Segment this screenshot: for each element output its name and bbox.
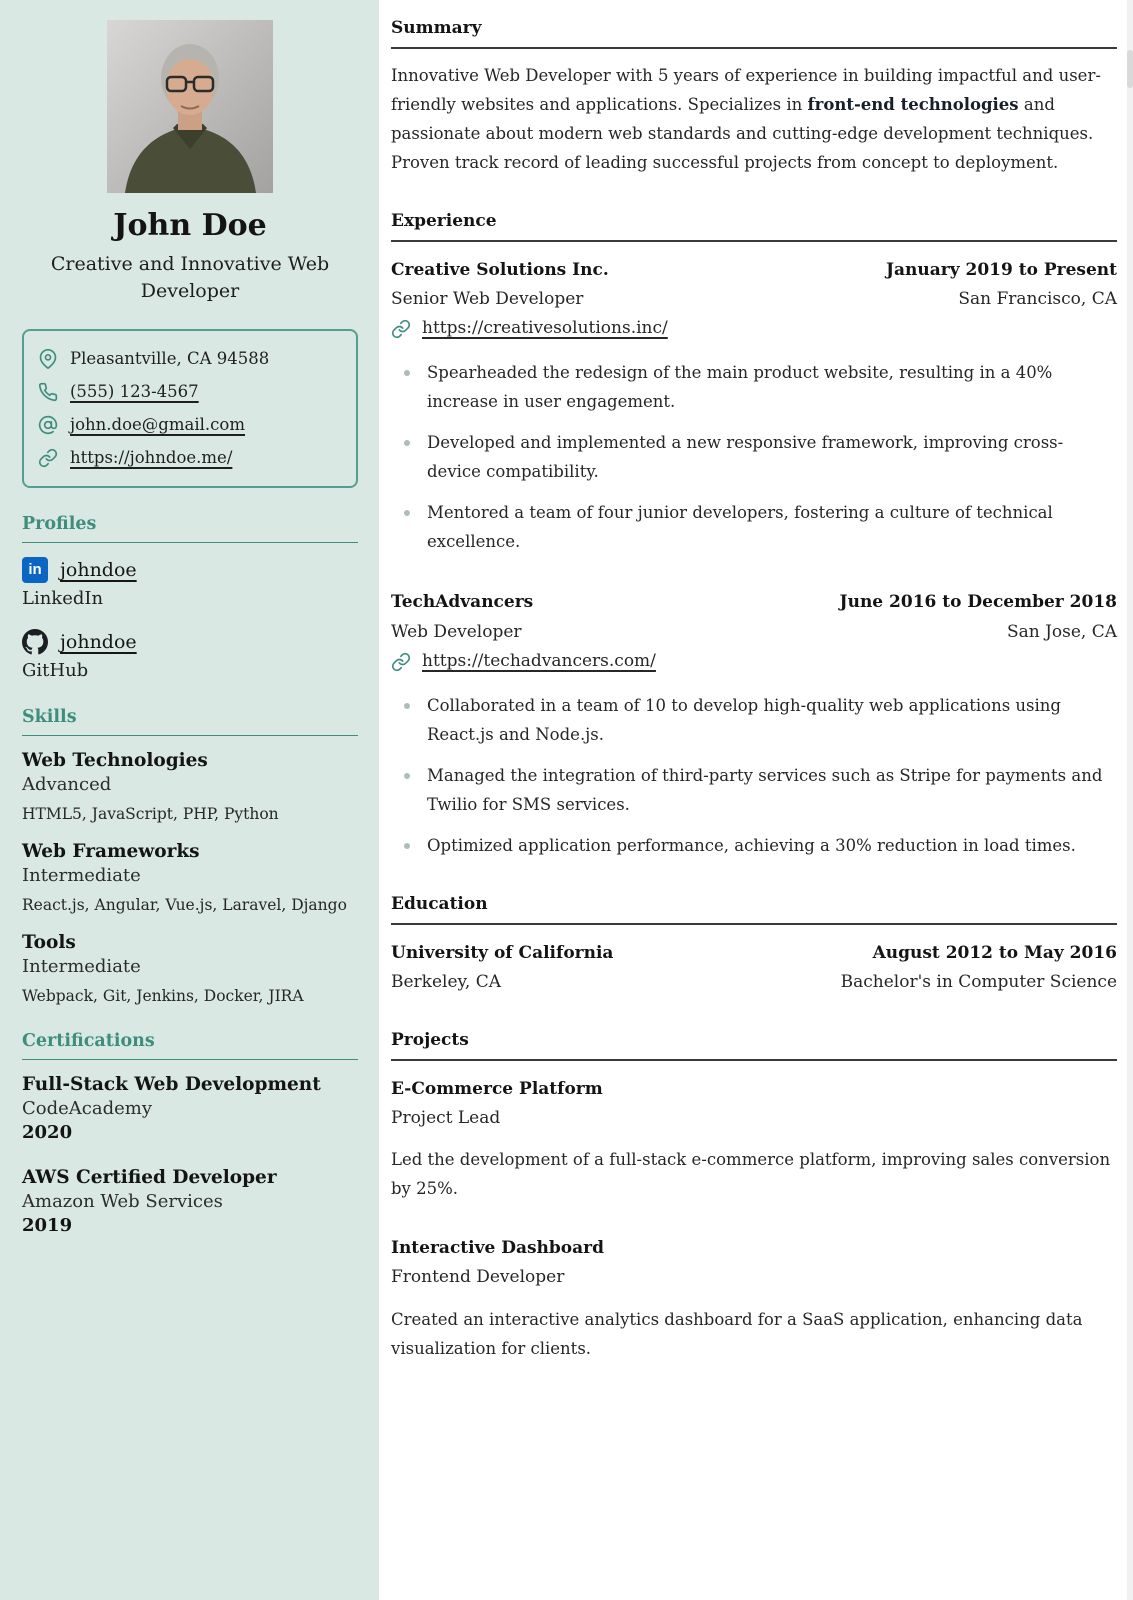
profiles-section-title: Profiles: [22, 514, 358, 543]
contact-location: [38, 349, 342, 369]
skill-name: Web Technologies: [22, 749, 208, 771]
experience-url-link[interactable]: https://creativesolutions.inc/: [422, 317, 668, 338]
profile-photo: [107, 20, 273, 193]
skill-keywords: React.js, Angular, Vue.js, Laravel, Django: [22, 895, 347, 914]
project-name: Interactive Dashboard: [391, 1238, 604, 1259]
experience-bullet: Spearheaded the redesign of the main product website, resulting in a 40% increase in user engagement.: [427, 359, 1117, 417]
skill-item: [22, 750, 358, 823]
profile-item-github: [22, 629, 358, 681]
summary-text-after: and passionate about modern web standards and cutting-edge development techniques. Proven track record of leading successful projects from concept to deployment.: [391, 94, 1094, 172]
project-item: [391, 1075, 1117, 1204]
certification-name: Full-Stack Web Development: [22, 1073, 321, 1095]
summary-text-bold: front-end technologies: [807, 94, 1019, 114]
link-icon: [38, 448, 58, 468]
summary-text: [391, 62, 1117, 178]
experience-bullet: Mentored a team of four junior developers, fostering a culture of technical excellence.: [427, 499, 1117, 557]
certification-issuer: CodeAcademy: [22, 1097, 153, 1119]
projects-title: Projects: [391, 1030, 1117, 1061]
person-headline: Creative and Innovative Web Developer: [50, 253, 330, 302]
experience-company: TechAdvancers: [391, 592, 534, 613]
education-section: [391, 894, 1117, 997]
project-item: [391, 1234, 1117, 1363]
skill-name: Web Frameworks: [22, 840, 200, 862]
website-link[interactable]: https://johndoe.me/: [70, 448, 233, 468]
sidebar: [0, 0, 379, 1600]
link-icon: [391, 652, 411, 671]
scrollbar-thumb[interactable]: [1127, 50, 1133, 88]
experience-location: San Jose, CA: [1006, 621, 1117, 642]
certification-item: [22, 1167, 358, 1236]
experience-section: [391, 211, 1117, 861]
project-role: Frontend Developer: [391, 1267, 565, 1288]
contact-card: [22, 329, 358, 488]
phone-icon: [38, 382, 58, 402]
certification-year: 2020: [22, 1121, 73, 1143]
experience-bullet: Managed the integration of third-party services such as Stripe for payments and Twilio for SMS services.: [427, 762, 1117, 820]
education-location: Berkeley, CA: [391, 971, 501, 992]
github-username-link[interactable]: johndoe: [60, 630, 137, 653]
person-name: John Doe: [113, 208, 267, 243]
phone-link[interactable]: (555) 123-4567: [70, 382, 199, 402]
contact-phone: [38, 382, 342, 402]
map-pin-icon: [38, 349, 58, 369]
certification-name: AWS Certified Developer: [22, 1166, 277, 1188]
experience-position: Senior Web Developer: [391, 288, 584, 309]
skill-level: Intermediate: [22, 955, 141, 977]
experience-location: San Francisco, CA: [958, 288, 1117, 309]
experience-position: Web Developer: [391, 621, 522, 642]
experience-url-link[interactable]: https://techadvancers.com/: [422, 650, 656, 671]
experience-title: Experience: [391, 211, 1117, 242]
contact-location-text: Pleasantville, CA 94588: [70, 349, 270, 369]
experience-bullet: Collaborated in a team of 10 to develop high-quality web applications using React.js and Node.js.: [427, 692, 1117, 750]
education-item: [391, 939, 1117, 997]
linkedin-username-link[interactable]: johndoe: [60, 558, 137, 581]
skill-name: Tools: [22, 931, 76, 953]
project-description: Led the development of a full-stack e-commerce platform, improving sales conversion by 25%.: [391, 1150, 1111, 1199]
projects-section: [391, 1030, 1117, 1363]
github-icon: [22, 629, 48, 655]
email-link[interactable]: john.doe@gmail.com: [70, 415, 245, 435]
contact-email: [38, 415, 342, 435]
certification-issuer: Amazon Web Services: [22, 1190, 223, 1212]
summary-section: [391, 18, 1117, 178]
linkedin-icon: in: [22, 557, 48, 583]
experience-bullet: Optimized application performance, achieving a 30% reduction in load times.: [427, 832, 1117, 861]
experience-dates: January 2019 to Present: [885, 259, 1117, 280]
skill-item: [22, 841, 358, 914]
summary-title: Summary: [391, 18, 1117, 49]
education-dates: August 2012 to May 2016: [872, 942, 1117, 963]
certifications-section-title: Certifications: [22, 1031, 358, 1060]
skills-section-title: Skills: [22, 707, 358, 736]
project-description: Created an interactive analytics dashboard for a SaaS application, enhancing data visualization for clients.: [391, 1309, 1083, 1358]
contact-website: [38, 448, 342, 468]
experience-item: [391, 588, 1117, 860]
experience-bullets: [391, 359, 1117, 556]
experience-bullet: Developed and implemented a new responsive framework, improving cross-device compatibility.: [427, 429, 1117, 487]
experience-company: Creative Solutions Inc.: [391, 259, 609, 280]
experience-bullets: [391, 692, 1117, 860]
resume-main: [379, 0, 1133, 1600]
education-degree: Bachelor's in Computer Science: [840, 971, 1117, 992]
experience-dates: June 2016 to December 2018: [839, 592, 1117, 613]
education-title: Education: [391, 894, 1117, 925]
project-name: E-Commerce Platform: [391, 1079, 603, 1099]
profile-item-linkedin: [22, 557, 358, 609]
skill-item: [22, 932, 358, 1005]
skill-keywords: HTML5, JavaScript, PHP, Python: [22, 804, 279, 823]
github-network-label: GitHub: [22, 659, 89, 681]
scrollbar-track: [1127, 0, 1133, 1600]
link-icon: [391, 319, 411, 338]
certification-item: [22, 1074, 358, 1143]
certification-year: 2019: [22, 1214, 73, 1236]
education-institution: University of California: [391, 942, 614, 963]
linkedin-network-label: LinkedIn: [22, 587, 104, 609]
project-role: Project Lead: [391, 1108, 501, 1129]
at-sign-icon: [38, 415, 58, 435]
skill-level: Intermediate: [22, 864, 141, 886]
skill-level: Advanced: [22, 773, 112, 795]
summary-text-before: Innovative Web Developer with 5 years of experience in building impactful and user-friendly websites and applications. Specializes in: [391, 66, 1101, 114]
skill-keywords: Webpack, Git, Jenkins, Docker, JIRA: [22, 986, 304, 1005]
experience-item: [391, 256, 1117, 557]
